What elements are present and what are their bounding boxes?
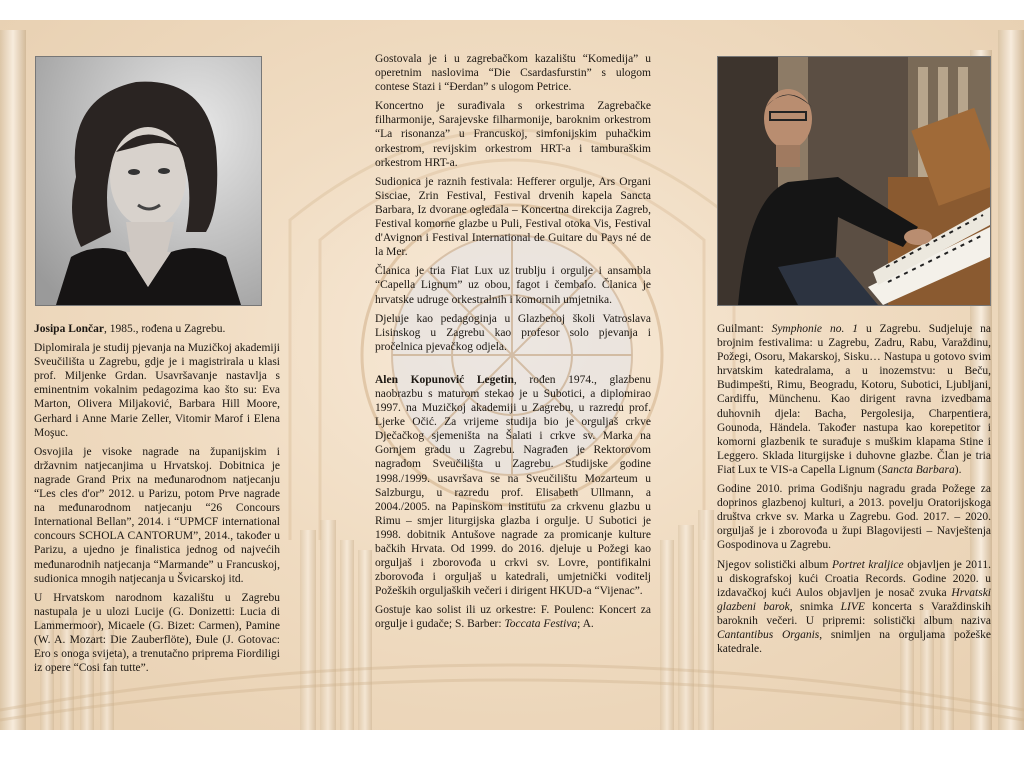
brochure-spread <box>0 20 1024 730</box>
soloist-text-a: Gostuje kao solist ili uz orkestre: F. Poulenc: Koncert za orgulje i gudače; S. Barber: <box>375 604 651 631</box>
portrait-photo <box>35 56 262 306</box>
middle-paragraph-organist-bio <box>375 373 651 599</box>
album-text-d: koncerta s Varaždinskih baroknih večeri. U pripremi: solistički album naziva <box>717 600 991 627</box>
title-sancta-barbara: Sancta Barbara <box>881 463 955 476</box>
organist-name: Alen Kopunović Legetin <box>375 373 514 386</box>
album-text-a: Njegov solistički album <box>717 558 833 571</box>
soloist-text-b: ; A. <box>577 618 594 631</box>
title-cantantibus-organis: Cantantibus Organis <box>717 628 820 641</box>
album-text-e: , snimljen na orguljama požeške katedrale. <box>717 628 991 656</box>
right-column <box>717 322 991 661</box>
right-paragraph-albums <box>717 558 991 657</box>
middle-paragraph-orchestras: Koncertno je surađivala s orkestrima Zagrebačke filharmonije, Sarajevske filharmonije, baroknim orkestrom “La risonanza” u Francuskoj, simfonijskim puhačkim orkestrom, revijskim orkestrom HRT-a i tamburaškim orkestrom HRT-a. <box>375 100 651 169</box>
right-text-b: u Zagrebu. Sudjeluje na brojnim festivalima: u Zagrebu, Zadru, Rabu, Varaždinu, Požegi, Osoru, Makarskoj, Sisku… Nastupa u gotovo svim hrvatskim katedralama, a u inozemstvu: u Beču, Budimpešti, Rimu, Beogradu, Kotoru, Subotici, Ljubljani, Cardiffu, Münchenu. Kao dirigent ravna izvedbama duhovnih djela: Bacha, Pergolesija, Charpentiera, Gounoda, Händela. Također nastupa kao korepetitor i komorni glazbenik te surađuje s muškim klapama Stine i Leggero. Sklada liturgijske i duhovne glazbe. Član je tria Fiat Lux te VIS-a Capella Lignum ( <box>717 323 991 476</box>
middle-paragraph-teaching: Djeluje kao pedagoginja u Glazbenoj školi Vatroslava Lisinskog u Zagrebu kao profesor solo pjevanja i pročelnica pjevačkog odjela. <box>375 312 651 353</box>
middle-paragraph-festivals: Sudionica je raznih festivala: Hefferer orgulje, Ars Organi Sisciae, Zrin Festival, Festival drvenih kapela Sancta Barbara, Iz dvorane ogledala – Koncertna direkcija Zagreb, Festival komorne glazbe u Puli, Festival otoka Vis, Festival d'Avignon i Festival International de Guitare du Pays né de la Mer. <box>375 175 651 259</box>
soloist-title-toccata: Toccata Festiva <box>504 618 578 631</box>
singer-intro: , 1985., rođena u Zagrebu. <box>103 323 226 335</box>
right-text-c: ). <box>954 463 962 476</box>
left-paragraph-awards: Osvojila je visoke nagrade na županijskim i državnim natjecanjima u Hrvatskoj. Dobitnica je nagrade Grand Prix na međunarodnom natjecanju “Les cles d'or” 2012. u Parizu, potom Prve nagrade na međunarodnom natjecanju “26 Concours International Bellan”, 2014. i “UPMCF international concours SCHOLA CANTORUM”, 2014., također u Parizu, a ujedno je finalistica jednog od najvećih međunarodnih natjecanja “Marmande” u Francuskoj, sudionica mnogih natjecanja u Švicarskoj itd. <box>34 445 280 585</box>
right-paragraph-festivals <box>717 322 991 477</box>
middle-paragraph-komedija: Gostovala je i u zagrebačkom kazalištu “Komedija” u operetnim naslovima “Die Csardasfurstin” s ulogom contese Stazi i “Đerdan” s ulogom Petrice. <box>375 53 651 94</box>
title-hrvatski-glazbeni-barok: Hrvatski glazbeni barok <box>717 586 991 613</box>
middle-paragraph-soloist <box>375 603 651 631</box>
right-paragraph-awards: Godine 2010. prima Godišnju nagradu grada Požege za doprinos glazbenoj kulturi, a 2013. povelju Oratorijskoga društva crkve sv. Marka u Zagrebu. God. 2017. – 2020. orguljaš je i zborovođa u župi Blagovijesti – Navještenja Gospodinova u Zagrebu. <box>717 483 991 552</box>
left-paragraph-intro <box>34 322 280 336</box>
left-column <box>34 322 280 680</box>
organist-bio-text: , rođen 1974., glazbenu naobrazbu s maturom stekao je u Subotici, a diplomirao 1997. na Muzičkoj akademiji u Zagrebu, u razredu prof. Ljerke Očić. Za vrijeme studija bio je orguljaš crkve Dječačkog sjemeništa na Šalati i crkve sv. Marka na Gornjem gradu u Zagrebu. Nagrađen je Rektorovom nagradom Sveučilišta u Zagrebu. Studijske godine 1998./1999. usavršava se na Sveučilištu Mozarteum u Salzburgu, u razredu prof. Elisabeth Ullmann, a 2004./2005. na Papinskom institutu za crkvenu glazbu u Rimu – smjer liturgijska glazba i orgulje. U Subotici je 1998. dobitnik Antušove nagrade za promicanje kulture bačkih Hrvata. Od 1999. do 2016. djeluje u Požegi kao orguljaš i zborovođa u crkvi sv. Lovre, pontifikalni zborovođa i orguljaš u katedrali, umjetnički voditelj Požeških orguljaških večeri i dirigent HKUD-a “Vijenac”. <box>375 373 651 598</box>
title-live: LIVE <box>840 600 865 613</box>
album-text-c: , snimka <box>789 600 841 613</box>
right-text-a: Guilmant: <box>717 323 772 335</box>
middle-paragraph-ensembles: Članica je tria Fiat Lux uz trublju i orgulje i ansambla “Capella Lignum” uz obou, fagot i čembalo. Članica je hrvatske udruge orkestralnih i komornih umjetnika. <box>375 265 651 306</box>
title-portret-kraljice: Portret kraljice <box>832 558 904 571</box>
album-text-b: objavljen je 2011. u diskografskoj kući Croatia Records. Godine 2020. u izdavačkoj kući Aulos objavljen je nosač zvuka <box>717 558 991 599</box>
singer-name: Josipa Lončar <box>34 323 104 335</box>
middle-column <box>375 52 651 637</box>
left-paragraph-roles: U Hrvatskom narodnom kazalištu u Zagrebu nastupala je u ulozi Lucije (G. Donizetti: Lucia di Lammermoor), Micaele (G. Bizet: Carmen), Pamine (W. A. Mozart: Die Zauberflöte), Đule (J. Gotovac: Ero s onoga svijeta), a trenutačno priprema Fiordiligi iz opere “Cosi fan tutte”. <box>34 591 280 675</box>
organist-photo <box>717 56 991 306</box>
title-symphonie: Symphonie no. 1 <box>771 323 859 335</box>
left-paragraph-education: Diplomirala je studij pjevanja na Muzičkoj akademiji Sveučilišta u Zagrebu, gdje je i magistrirala u klasi prof. Miljenke Grdan. Usavršavanje nastavlja s eminentnim vokalnim pedagozima kao što su: Eva Marton, Olivera Miljaković, Barbara Hill Moore, Gerhard i Anne Marie Zeller, Vitomir Marof i Elena Moşuc. <box>34 342 280 439</box>
